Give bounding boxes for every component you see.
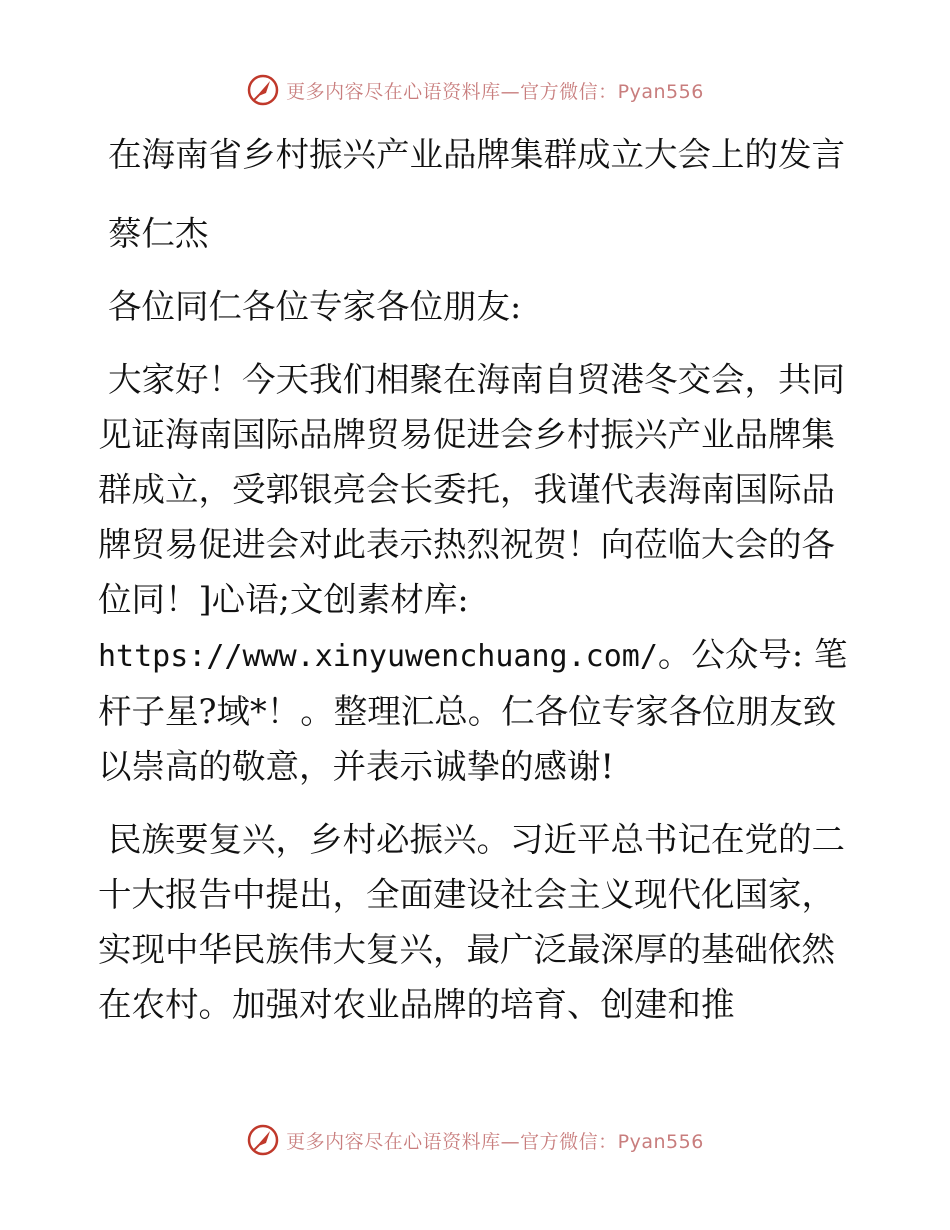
watermark-text: 更多内容尽在心语资料库—官方微信：Pyan556	[286, 80, 704, 103]
quill-logo-icon	[246, 73, 280, 107]
paragraph-1-text-b: 。公众号: 笔杆子星?域*！。整理汇总。仁各位专家各位朋友致以崇高的敬意，并表示诚挚的感谢!	[98, 635, 848, 786]
watermark-banner-bottom	[0, 1120, 950, 1160]
paragraph-1-url: https://www.xinyuwenchuang.com/	[98, 639, 658, 674]
document-body	[98, 122, 850, 1032]
paragraph-2: 民族要复兴，乡村必振兴。习近平总书记在党的二十大报告中提出，全面建设社会主义现代化国家，实现中华民族伟大复兴，最广泛最深厚的基础依然在农村。加强对农业品牌的培育、创建和推	[98, 820, 845, 1024]
watermark-banner-top	[0, 70, 950, 110]
salutation: 各位同仁各位专家各位朋友:	[108, 287, 522, 326]
paragraph-1	[98, 352, 850, 794]
watermark-text: 更多内容尽在心语资料库—官方微信：Pyan556	[286, 1130, 704, 1153]
document-title: 在海南省乡村振兴产业品牌集群成立大会上的发言	[108, 135, 845, 174]
author-name: 蔡仁杰	[108, 214, 209, 253]
paragraph-1-text-a: 大家好！今天我们相聚在海南自贸港冬交会，共同见证海南国际品牌贸易促进会乡村振兴产业品牌集群成立，受郭银亮会长委托，我谨代表海南国际品牌贸易促进会对此表示热烈祝贺！向莅临大会的各位同！]心语;文创素材库:	[98, 360, 845, 619]
quill-logo-icon	[246, 1123, 280, 1157]
